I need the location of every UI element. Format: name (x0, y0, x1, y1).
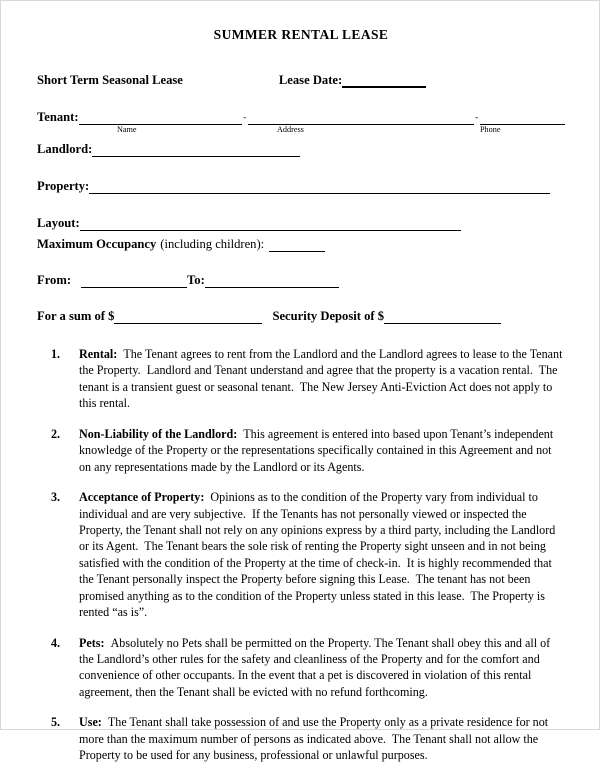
tenant-separator-2: - (475, 112, 479, 122)
to-label: To: (187, 273, 205, 287)
security-deposit-input[interactable] (384, 311, 501, 324)
lease-form-fields (37, 73, 565, 324)
layout-row (37, 216, 565, 231)
layout-label: Layout: (37, 216, 80, 230)
landlord-label-underline-gap (92, 144, 100, 157)
tenant-label: Tenant: (37, 110, 79, 124)
tenant-name-sublabel: Name (117, 125, 137, 134)
clause-term: Rental: (79, 347, 124, 361)
clause-number: 5. (51, 715, 61, 730)
tenant-address-input[interactable] (248, 112, 474, 125)
tenant-phone-sublabel: Phone (480, 125, 501, 134)
clause-item (37, 426, 565, 475)
clause-text: The Tenant agrees to rent from the Landlord and the Landlord agrees to lease to the Tenant the Property. Landlord and Tenant understand and agree that the property is a vacation rental. The tenant is a transient guest or seasonal tenant. The New Jersey Anti-Eviction Act does not apply to this rental. (79, 347, 566, 411)
tenant-address-sublabel: Address (277, 125, 304, 134)
property-label-underline-gap (89, 181, 97, 194)
to-label-underline-gap (205, 275, 213, 288)
clause-text: Opinions as to the condition of the Property vary from individual to individual and are very subjective. If the Tenants has not personally viewed or inspected the Property, the Tenant shall not rely on any opinions express by a third party, including the Landlord or its Agent. The Tenant bears the sole risk of renting the Property sight unseen and in not being satisfied with the condition of the Property at the time of check-in. It is highly recommended that the Tenant personally inspect the Property before signing this Lease. The tenant has not been promised anything as to the condition of the Property unless stated in this lease. The Property is rented “as is”. (79, 490, 559, 620)
tenant-row (37, 110, 565, 125)
landlord-input[interactable] (100, 144, 300, 157)
clause-item (37, 714, 565, 763)
tenant-sublabels (37, 125, 565, 137)
sum-label: For a sum of $ (37, 309, 115, 323)
tenant-name-input[interactable] (86, 112, 242, 125)
sum-input[interactable] (114, 311, 262, 324)
clause-term: Acceptance of Property: (79, 490, 211, 505)
occupancy-label: Maximum Occupancy (37, 237, 157, 251)
lease-date-input[interactable] (342, 74, 426, 88)
layout-input[interactable] (80, 218, 461, 231)
property-input[interactable] (97, 181, 550, 194)
tenant-phone-input[interactable] (480, 112, 565, 125)
security-deposit-label: Security Deposit of $ (272, 309, 385, 323)
sum-and-deposit-row (37, 309, 565, 324)
maximum-occupancy-row (37, 237, 565, 252)
clause-item (37, 489, 565, 621)
from-to-row (37, 273, 565, 288)
landlord-row (37, 142, 565, 157)
clause-text: This agreement is entered into based upon Tenant’s independent knowledge of the Property or the representations specifically contained in this Agreement and not on any representations made by the Landlord or its Agents. (79, 426, 557, 474)
clause-item (37, 346, 565, 412)
page-title: SUMMER RENTAL LEASE (213, 27, 389, 42)
from-label: From: (37, 273, 72, 287)
occupancy-note: (including children): (160, 237, 265, 251)
clause-item (37, 635, 565, 701)
clause-number: 2. (51, 426, 61, 441)
property-row (37, 179, 565, 194)
clause-text: Absolutely no Pets shall be permitted on the Property. The Tenant shall obey this and all of the Landlord’s other rules for the safety and cleanliness of the Property and for the comfort and convenience of other occupants. In the event that a pet is discovered in violation of this rental agreement, then the Tenant shall be evicted with no refund forthcoming. (79, 635, 554, 699)
property-label: Property: (37, 179, 90, 193)
occupancy-input[interactable] (269, 239, 325, 252)
tenant-separator-1: - (243, 112, 247, 122)
lease-clauses-list (37, 346, 565, 764)
landlord-label: Landlord: (37, 142, 93, 156)
clause-term: Use: (79, 715, 108, 730)
lease-subtitle: Short Term Seasonal Lease (37, 73, 183, 87)
subtitle-and-lease-date-row (37, 73, 565, 88)
from-date-input[interactable] (81, 275, 187, 288)
tenant-label-underline-gap (79, 112, 86, 125)
clause-text: The Tenant shall take possession of and use the Property only as a private residence for not more than the maximum number of persons as indicated above. The Tenant shall not allow the Property to be used for any business, professional or unlawful purposes. (79, 715, 552, 763)
to-date-input[interactable] (213, 275, 339, 288)
clause-number: 1. (51, 347, 61, 361)
clause-number: 4. (51, 635, 61, 650)
lease-date-label: Lease Date: (278, 73, 343, 87)
clause-term: Pets: (79, 635, 111, 650)
clause-term: Non-Liability of the Landlord: (79, 426, 244, 441)
clause-number: 3. (51, 490, 61, 505)
